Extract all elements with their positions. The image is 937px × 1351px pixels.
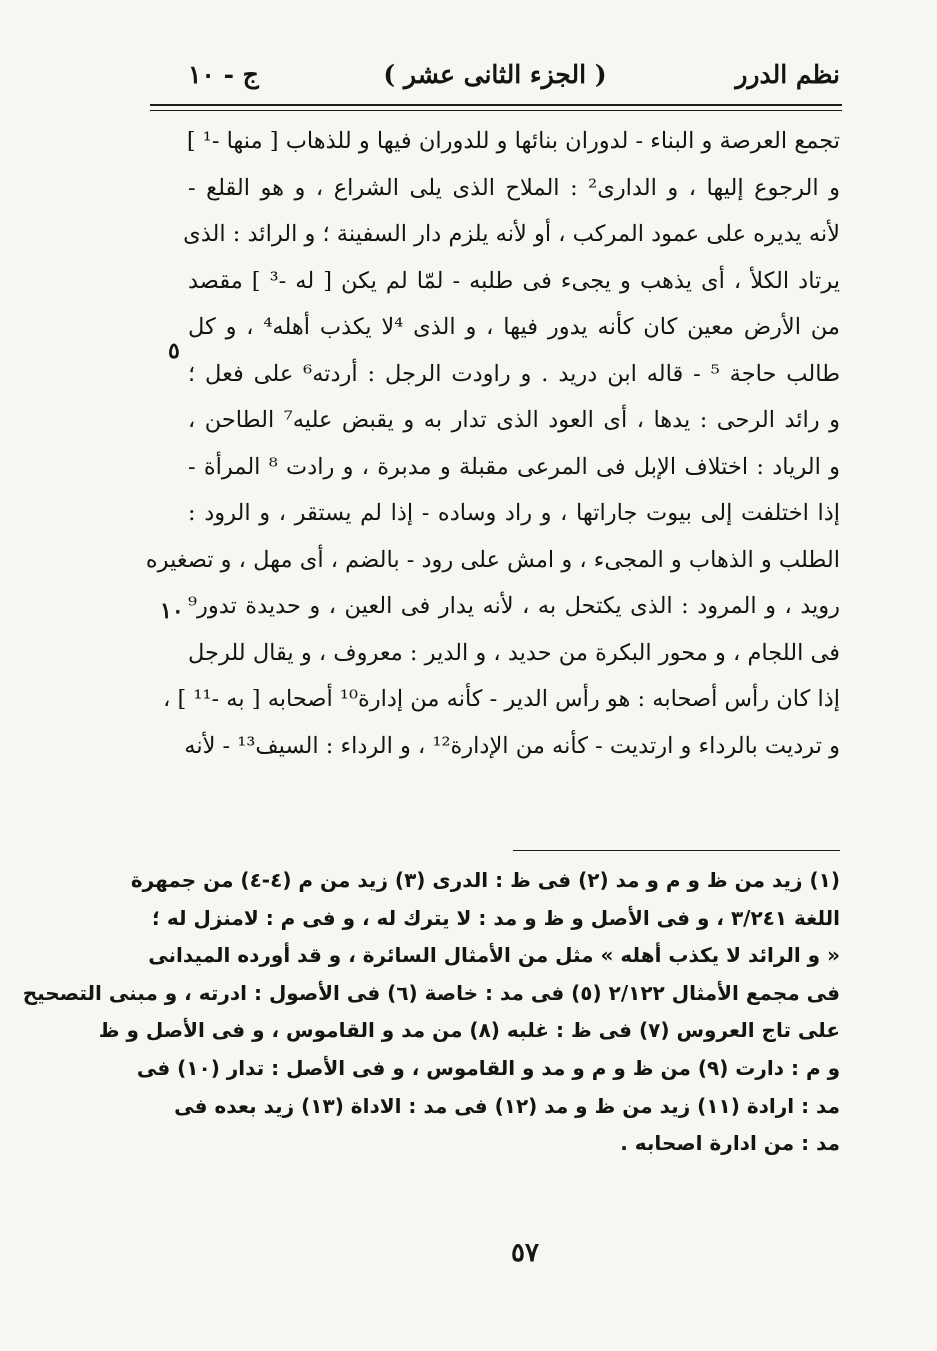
book-title: نظم الدرر	[735, 60, 840, 89]
text-line: إذا اختلفت إلى بيوت جاراتها ، و راد وساده - إذا لم يستقر ، و الرود :	[188, 500, 840, 526]
page-number: ٥٧	[511, 1238, 539, 1268]
part-title: ( الجزء الثانى عشر )	[383, 60, 607, 89]
footnote-line: « و الرائد لا يكذب أهله » مثل من الأمثال السائرة ، و قد أورده الميدانى	[148, 943, 840, 968]
text-line: يرتاد الكلأ ، أى يذهب و يجىء فى طلبه - لمّا لم يكن [ له -³ ] مقصد	[188, 267, 840, 294]
header-rule-thick	[150, 104, 842, 106]
footnote-rule	[513, 850, 840, 851]
text-line: فى اللجام ، و محور البكرة من حديد ، و الدير : معروف ، و يقال للرجل	[188, 639, 840, 666]
text-line: و رائد الرحى : يدها ، أى العود الذى تدار به و يقبض عليه⁷ الطاحن ،	[188, 407, 840, 433]
text-line: تجمع العرصة و البناء - لدوران بنائها و للدوران فيها و للذهاب [ منها -¹ ]	[186, 128, 840, 154]
footnote-line: فى مجمع الأمثال ٢/١٢٢ (٥) فى مد : خاصة (٦) فى الأصول : ادرته ، و مبنى التصحيح	[22, 980, 840, 1005]
footnote-line: و م : دارت (٩) من ظ و م و مد و القاموس ، و فى الأصل : تدار (١٠) فى	[136, 1055, 840, 1080]
text-line: رويد ، و المرود : الذى يكتحل به ، لأنه يدار فى العين ، و حديدة تدور⁹	[188, 593, 840, 619]
line-number-5: ٥	[168, 338, 180, 364]
text-line: و الرياد : اختلاف الإبل فى المرعى مقبلة و مدبرة ، و رادت ⁸ المرأة -	[188, 453, 840, 480]
text-line: طالب حاجة ⁵ - قاله ابن دريد . و راودت الرجل : أردته⁶ على فعل ؛	[188, 360, 840, 387]
footnotes	[22, 862, 840, 1163]
footnote-line: على تاج العروس (٧) فى ظ : غلبه (٨) من مد و القاموس ، و فى الأصل و ظ	[98, 1018, 840, 1043]
header-rule-thin	[150, 110, 842, 111]
text-line: و الرجوع إليها ، و الدارى² : الملاح الذى يلى الشراع ، و هو القلع -	[188, 174, 841, 201]
footnote-line: مد : من ادارة اصحابه .	[620, 1131, 840, 1156]
text-line: من الأرض معين كان كأنه يدور فيها ، و الذى ⁴لا يكذب أهله⁴ ، و كل	[188, 314, 840, 340]
line-number-10: ١٠	[160, 598, 184, 624]
text-line: الطلب و الذهاب و المجىء ، و امش على رود - بالضم ، أى مهل ، و تصغيره	[145, 546, 840, 573]
text-line: إذا كان رأس أصحابه : هو رأس الدير - كأنه من إدارة¹⁰ أصحابه [ به -¹¹ ] ،	[163, 686, 840, 712]
running-header	[150, 52, 840, 98]
volume-label: ج - ١٠	[188, 60, 259, 89]
text-line: و ترديت بالرداء و ارتديت - كأنه من الإدارة¹² ، و الرداء : السيف¹³ - لأنه	[184, 732, 840, 759]
footnote-line: مد : ارادة (١١) زيد من ظ و مد (١٢) فى مد : الاداة (١٣) زيد بعده فى	[174, 1093, 840, 1118]
footnote-line: (١) زيد من ظ و م و مد (٢) فى ظ : الدرى (٣) زيد من م (٤-٤) من جمهرة	[130, 868, 840, 892]
footnote-line: اللغة ٣/٢٤١ ، و فى الأصل و ظ و مد : لا يترك له ، و فى م : لامنزل له ؛	[151, 905, 840, 930]
text-line: لأنه يديره على عمود المركب ، أو لأنه يلزم دار السفينة ؛ و الرائد : الذى	[183, 221, 840, 247]
